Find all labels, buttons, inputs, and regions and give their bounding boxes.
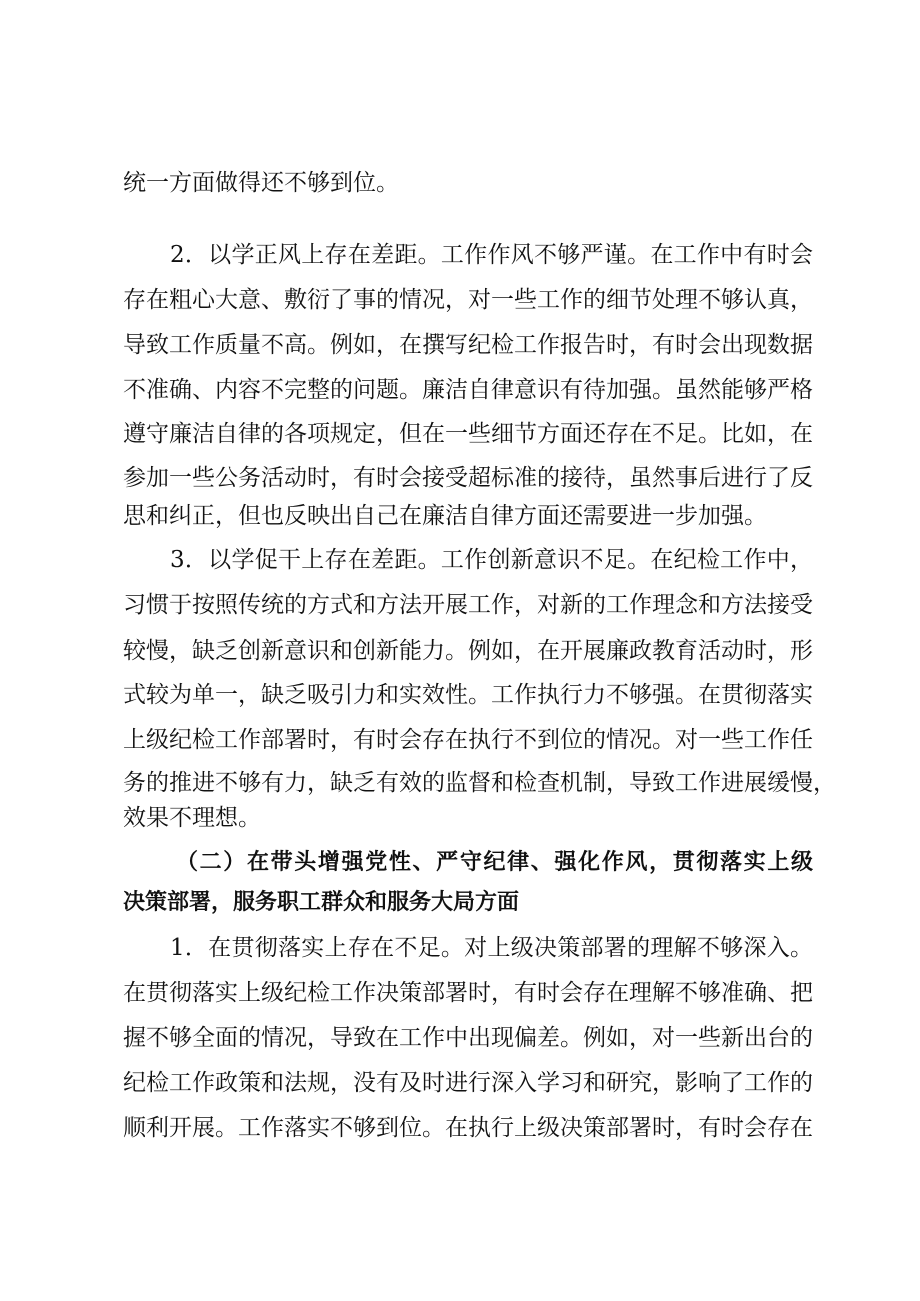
body-text-line: 不准确、内容不完整的问题。廉洁自律意识有待加强。虽然能够严格 (123, 377, 813, 403)
body-text-line: 握不够全面的情况，导致在工作中出现偏差。例如，对一些新出台的 (123, 1025, 813, 1051)
body-text-line: 顺利开展。工作落实不够到位。在执行上级决策部署时，有时会存在 (123, 1115, 813, 1141)
body-text-line: 习惯于按照传统的方式和方法开展工作，对新的工作理念和方法接受 (123, 592, 813, 618)
body-text-line: 导致工作质量不高。例如，在撰写纪检工作报告时，有时会出现数据 (123, 332, 813, 358)
body-text-line: 纪检工作政策和法规，没有及时进行深入学习和研究，影响了工作的 (123, 1070, 813, 1096)
body-text-line: 思和纠正，但也反映出自己在廉洁自律方面还需要进一步加强。 (123, 503, 767, 529)
body-text-line: 遵守廉洁自律的各项规定，但在一些细节方面还存在不足。比如，在 (123, 421, 813, 447)
body-text-line: 较慢，缺乏创新意识和创新能力。例如，在开展廉政教育活动时，形 (123, 638, 813, 664)
section-heading-line: （二）在带头增强党性、严守纪律、强化作风，贯彻落实上级 (176, 850, 813, 875)
body-text-line: 在贯彻落实上级纪检工作决策部署时，有时会存在理解不够准确、把 (123, 980, 813, 1006)
section-heading-line: 决策部署，服务职工群众和服务大局方面 (123, 890, 520, 915)
body-text-line: 务的推进不够有力，缺乏有效的监督和检查机制，导致工作进展缓慢， (123, 770, 836, 796)
body-text-line: 上级纪检工作部署时，有时会存在执行不到位的情况。对一些工作任 (123, 727, 813, 753)
body-text-line: 统一方面做得还不够到位。 (123, 170, 399, 196)
body-text-line: 式较为单一，缺乏吸引力和实效性。工作执行力不够强。在贯彻落实 (123, 682, 813, 708)
body-text-line: 1．在贯彻落实上存在不足。对上级决策部署的理解不够深入。 (170, 935, 813, 961)
body-text-line: 3．以学促干上存在差距。工作创新意识不足。在纪检工作中， (170, 547, 813, 573)
body-text-line: 存在粗心大意、敷衍了事的情况，对一些工作的细节处理不够认真， (123, 287, 813, 313)
body-text-line: 参加一些公务活动时，有时会接受超标准的接待，虽然事后进行了反 (123, 465, 813, 491)
body-text-line: 效果不理想。 (123, 805, 261, 831)
body-text-line: 2．以学正风上存在差距。工作作风不够严谨。在工作中有时会 (170, 242, 813, 268)
